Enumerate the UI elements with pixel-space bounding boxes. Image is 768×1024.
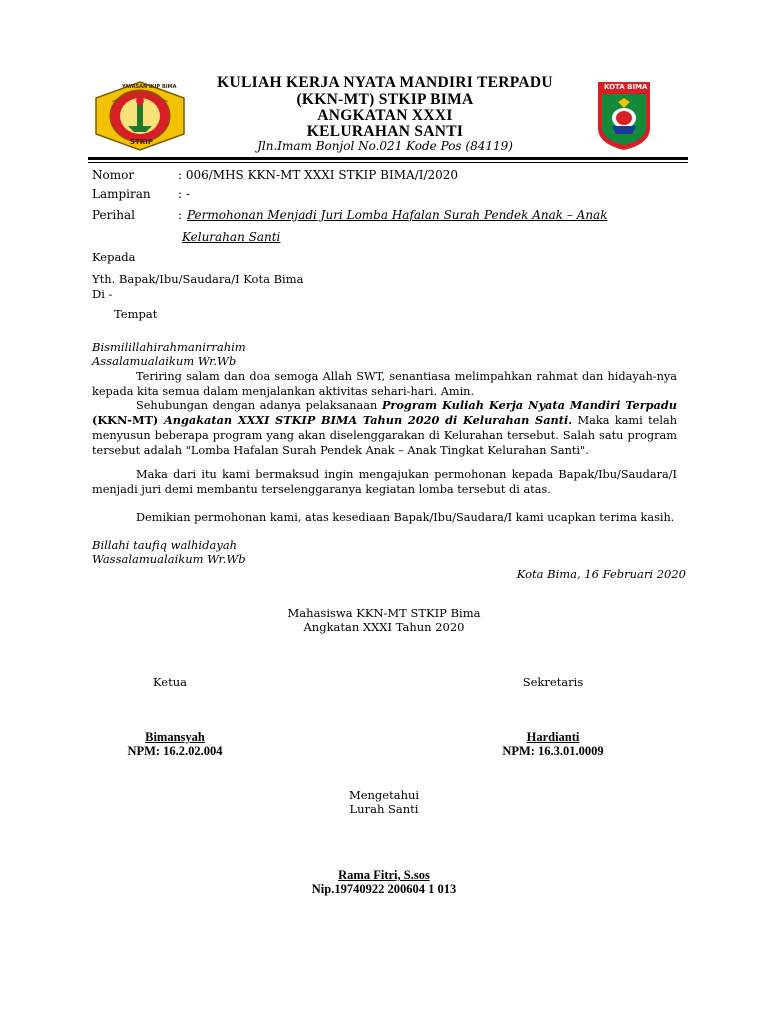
kota-bima-label: KOTA BIMA [604,83,648,91]
paragraph-1 [92,369,677,399]
sekretaris-name: Hardianti [526,730,580,744]
paragraph-3-text: Maka dari itu kami bermaksud ingin mengajukan permohonan kepada Bapak/Ibu/Saudara/I menjadi juri demi membantu terselenggaranya kegiatan lomba tersebut di atas. [92,468,677,496]
logo-bottom-text: STKIP [130,138,153,146]
perihal-colon: : [178,208,183,222]
lurah-title: Lurah Santi [349,802,419,816]
header-address: Jln.Imam Bonjol No.021 Kode Pos (84119) [257,139,513,153]
bismillah: Bismilillahirahmanirrahim [92,340,246,354]
letter-date: Kota Bima, 16 Februari 2020 [516,567,686,581]
sekretaris-npm: NPM: 16.3.01.0009 [502,744,604,758]
paragraph-3 [92,467,677,497]
recipient-yth: Yth. Bapak/Ibu/Saudara/I Kota Bima [92,272,304,286]
paragraph-2-angkatan: Angakatan XXXI STKIP BIMA Tahun 2020 di Kelurahan Santi. [158,413,573,427]
lurah-nip: Nip.19740922 200604 1 013 [311,882,457,896]
nomor-value: : 006/MHS KKN-MT XXXI STKIP BIMA/I/2020 [178,168,459,182]
ketua-title: Ketua [153,675,187,689]
header-line4: KELURAHAN SANTI [306,123,464,140]
header-line3: ANGKATAN XXXI [317,107,453,124]
sekretaris-title: Sekretaris [522,675,584,689]
recipient-di: Di - [92,287,113,301]
perihal-line2: Kelurahan Santi [182,230,281,244]
group-line2: Angkatan XXXI Tahun 2020 [303,620,465,634]
closing-2: Wassalamualaikum Wr.Wb [92,552,246,566]
paragraph-2-kkn: (KKN-MT) [92,413,159,427]
recipient-tempat: Tempat [114,307,158,321]
lampiran-value: : - [178,187,190,201]
kepada-label: Kepada [92,250,136,264]
perihal-line1: Permohonan Menjadi Juri Lomba Hafalan Surah Pendek Anak – Anak [187,208,608,222]
paragraph-4-text: Demikian permohonan kami, atas kesediaan Bapak/Ibu/Saudara/I kami ucapkan terima kasih. [136,511,675,524]
paragraph-2-text-a: Sehubungan dengan adanya pelaksanaan [136,399,382,412]
lampiran-label: Lampiran [92,187,151,201]
paragraph-2-program: Program Kuliah Kerja Nyata Mandiri Terpadu [381,398,677,412]
ketua-name: Bimansyah [145,730,205,744]
paragraph-2 [92,398,677,458]
nomor-label: Nomor [92,168,135,182]
header-divider-thick [88,157,688,160]
header-divider-thin [88,162,688,163]
group-line1: Mahasiswa KKN-MT STKIP Bima [287,606,481,620]
closing-1: Billahi taufiq walhidayah [92,538,238,552]
header-line2: (KKN-MT) STKIP BIMA [296,91,474,108]
kota-bima-logo [594,80,654,152]
lurah-name: Rama Fitri, S.sos [338,868,430,882]
paragraph-2-text-e: Maka kami telah menyusun beberapa program yang akan diselenggarakan di Kelurahan tersebut. Salah satu program tersebut adalah "Lomba Hafalan Surah Pendek Anak – Anak Tingkat Kelurahan Santi". [92,414,677,457]
salam-open: Assalamualaikum Wr.Wb [92,354,237,368]
ketua-npm: NPM: 16.2.02.004 [127,744,223,758]
header-line1: KULIAH KERJA NYATA MANDIRI TERPADU [217,74,553,91]
paragraph-4 [92,510,677,525]
perihal-label: Perihal [92,208,135,222]
paragraph-1-text: Teriring salam dan doa semoga Allah SWT, senantiasa melimpahkan rahmat dan hidayah-nya kepada kita semua dalam menjalankan aktivitas sehari-hari. Amin. [92,370,677,398]
logo-ring-text: YAYASAN IKIP BIMA [122,84,177,90]
mengetahui-label: Mengetahui [348,788,420,802]
